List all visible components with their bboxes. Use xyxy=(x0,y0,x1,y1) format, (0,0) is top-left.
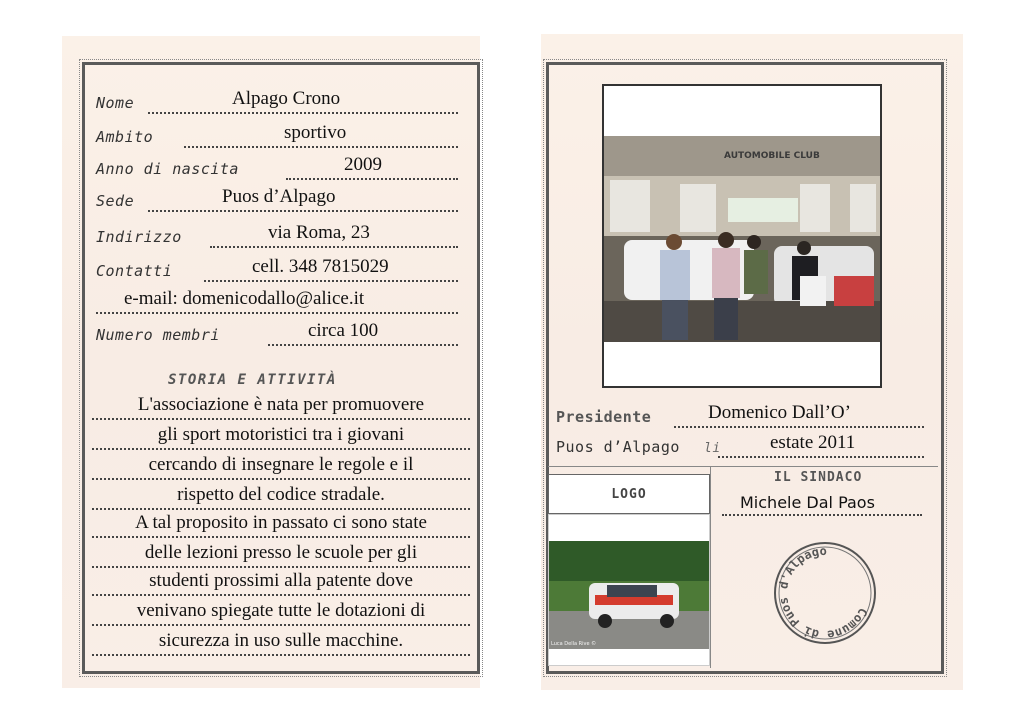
field-sindaco xyxy=(722,490,922,516)
field-label: Sede xyxy=(96,192,135,210)
story-line: venivano spiegate tutte le dotazioni di xyxy=(92,598,470,626)
story-line: delle lezioni presso le scuole per gli xyxy=(92,540,470,568)
field-anno xyxy=(96,154,458,180)
story-line: A tal proposito in passato ci sono state xyxy=(92,510,470,538)
field-value: sportivo xyxy=(284,122,347,143)
photo-caption: Luca Della Rive © xyxy=(551,641,597,647)
field-presidente xyxy=(556,402,924,428)
field-nome xyxy=(96,88,458,114)
story-line: studenti prossimi alla patente dove xyxy=(92,568,470,596)
logo-label: LOGO xyxy=(611,486,647,502)
photo-sign: AUTOMOBILE CLUB xyxy=(724,151,820,161)
story-line: rispetto del codice stradale. xyxy=(92,482,470,510)
field-value: 2009 xyxy=(344,154,382,175)
section-title: STORIA E ATTIVITÀ xyxy=(168,372,337,388)
field-value: Puos d’Alpago xyxy=(222,186,336,207)
place-label: Puos d’Alpago xyxy=(556,438,680,456)
field-label: Nome xyxy=(96,94,135,112)
field-label: Numero membri xyxy=(96,326,220,344)
field-email xyxy=(96,288,458,314)
rally-car-photo xyxy=(549,541,709,649)
date-value: estate 2011 xyxy=(770,432,856,453)
field-label: Anno di nascita xyxy=(96,160,239,178)
field-data xyxy=(556,432,924,458)
divider xyxy=(548,466,938,467)
field-value: circa 100 xyxy=(308,320,379,341)
story-line: L'associazione è nata per promuovere xyxy=(92,392,470,420)
club-photo xyxy=(604,136,880,342)
divider xyxy=(710,466,711,668)
sindaco-title: IL SINDACO xyxy=(774,470,863,485)
field-indirizzo xyxy=(96,222,458,248)
stamp-text: Comune di Puos d'Alpago xyxy=(775,543,871,643)
field-label: Ambito xyxy=(96,128,154,146)
place-mark: li xyxy=(704,441,721,456)
field-label: Indirizzo xyxy=(96,228,182,246)
presidente-label: Presidente xyxy=(556,408,652,426)
field-value: e-mail: domenicodallo@alice.it xyxy=(124,288,365,309)
story-line: cercando di insegnare le regole e il xyxy=(92,452,470,480)
comune-stamp xyxy=(770,538,880,648)
logo-box xyxy=(548,474,710,514)
story-line: sicurezza in uso sulle macchine. xyxy=(92,628,470,656)
presidente-value: Domenico Dall’O’ xyxy=(708,402,851,423)
field-contatti xyxy=(96,256,458,282)
sindaco-name: Michele Dal Paos xyxy=(740,493,875,512)
field-ambito xyxy=(96,122,458,148)
field-label: Contatti xyxy=(96,262,173,280)
story-line: gli sport motoristici tra i giovani xyxy=(92,422,470,450)
field-value: via Roma, 23 xyxy=(268,222,370,243)
field-sede xyxy=(96,186,458,212)
field-value: cell. 348 7815029 xyxy=(252,256,389,277)
photo-frame xyxy=(602,84,882,388)
field-membri xyxy=(96,320,458,346)
logo-image-area xyxy=(548,514,710,666)
field-value: Alpago Crono xyxy=(232,88,341,109)
